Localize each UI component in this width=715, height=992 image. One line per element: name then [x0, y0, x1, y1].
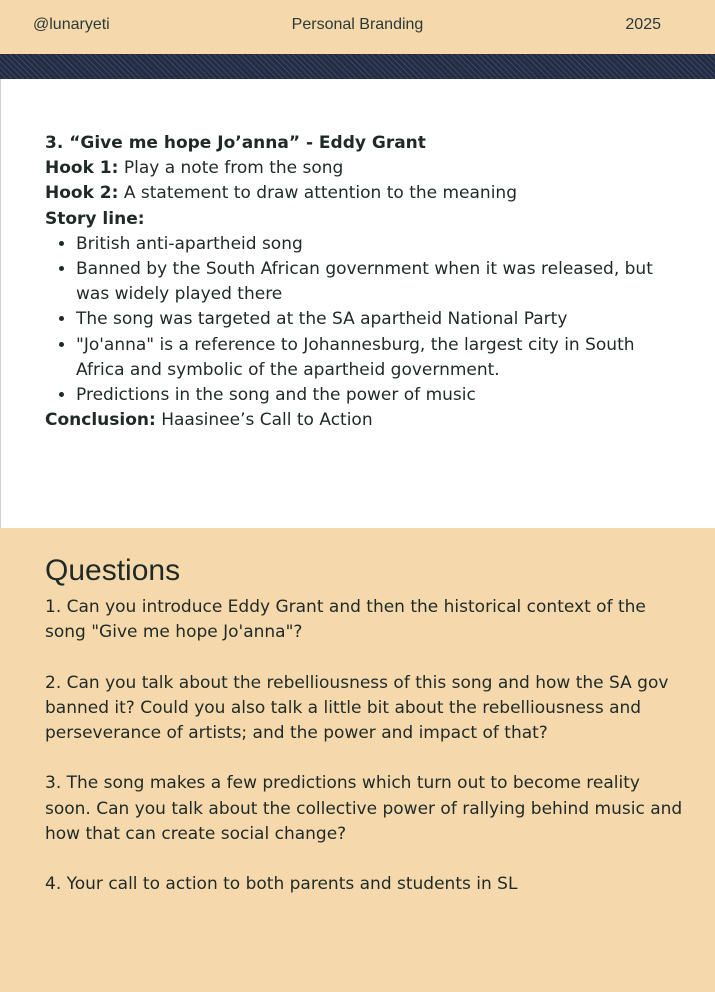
list-item: • The song was targeted at the SA apartheid National Party — [76, 307, 675, 332]
question-item: 2. Can you talk about the rebelliousness of this song and how the SA gov banned it? Could you also talk a little bit about the rebelliousness and perseverance of artists; and the power and impact of that? — [45, 672, 669, 743]
decorative-stripe-band — [0, 54, 715, 79]
list-item: • British anti-apartheid song — [76, 232, 675, 257]
questions-title: Questions — [45, 554, 181, 587]
header-year: 2025 — [625, 16, 661, 33]
list-item: • "Jo'anna" is a reference to Johannesburg, the largest city in South Africa and symbolic of the apartheid government. — [76, 333, 675, 383]
list-item: • Predictions in the song and the power of music — [76, 383, 675, 408]
author-handle: @lunaryeti — [33, 16, 110, 33]
conclusion-text: Haasinee’s Call to Action — [155, 410, 373, 431]
hook-1-line — [45, 156, 675, 181]
hook-2-label: Hook 2: — [45, 183, 119, 204]
questions-list — [45, 595, 685, 923]
hook-2-line — [45, 181, 675, 206]
song-heading: 3. “Give me hope Jo’anna” - Eddy Grant — [45, 133, 426, 153]
hook-1-label: Hook 1: — [45, 158, 119, 179]
question-item: 4. Your call to action to both parents and students in SL — [45, 874, 518, 895]
question-item: 1. Can you introduce Eddy Grant and then the historical context of the song "Give me hope Jo'anna"? — [45, 597, 646, 643]
song-section — [45, 131, 675, 433]
page-header — [0, 0, 715, 54]
hook-2-text: A statement to draw attention to the meaning — [118, 183, 517, 204]
conclusion-line — [45, 408, 675, 433]
storyline-list — [45, 232, 675, 408]
conclusion-label: Conclusion: — [45, 410, 156, 431]
question-item: 3. The song makes a few predictions which turn out to become reality soon. Can you talk about the collective power of rallying behind music and how that can create social change? — [45, 773, 683, 844]
header-title: Personal Branding — [291, 16, 424, 33]
list-item: • Banned by the South African government when it was released, but was widely played there — [76, 257, 675, 307]
storyline-label: Story line: — [45, 208, 145, 229]
hook-1-text: Play a note from the song — [118, 158, 344, 179]
